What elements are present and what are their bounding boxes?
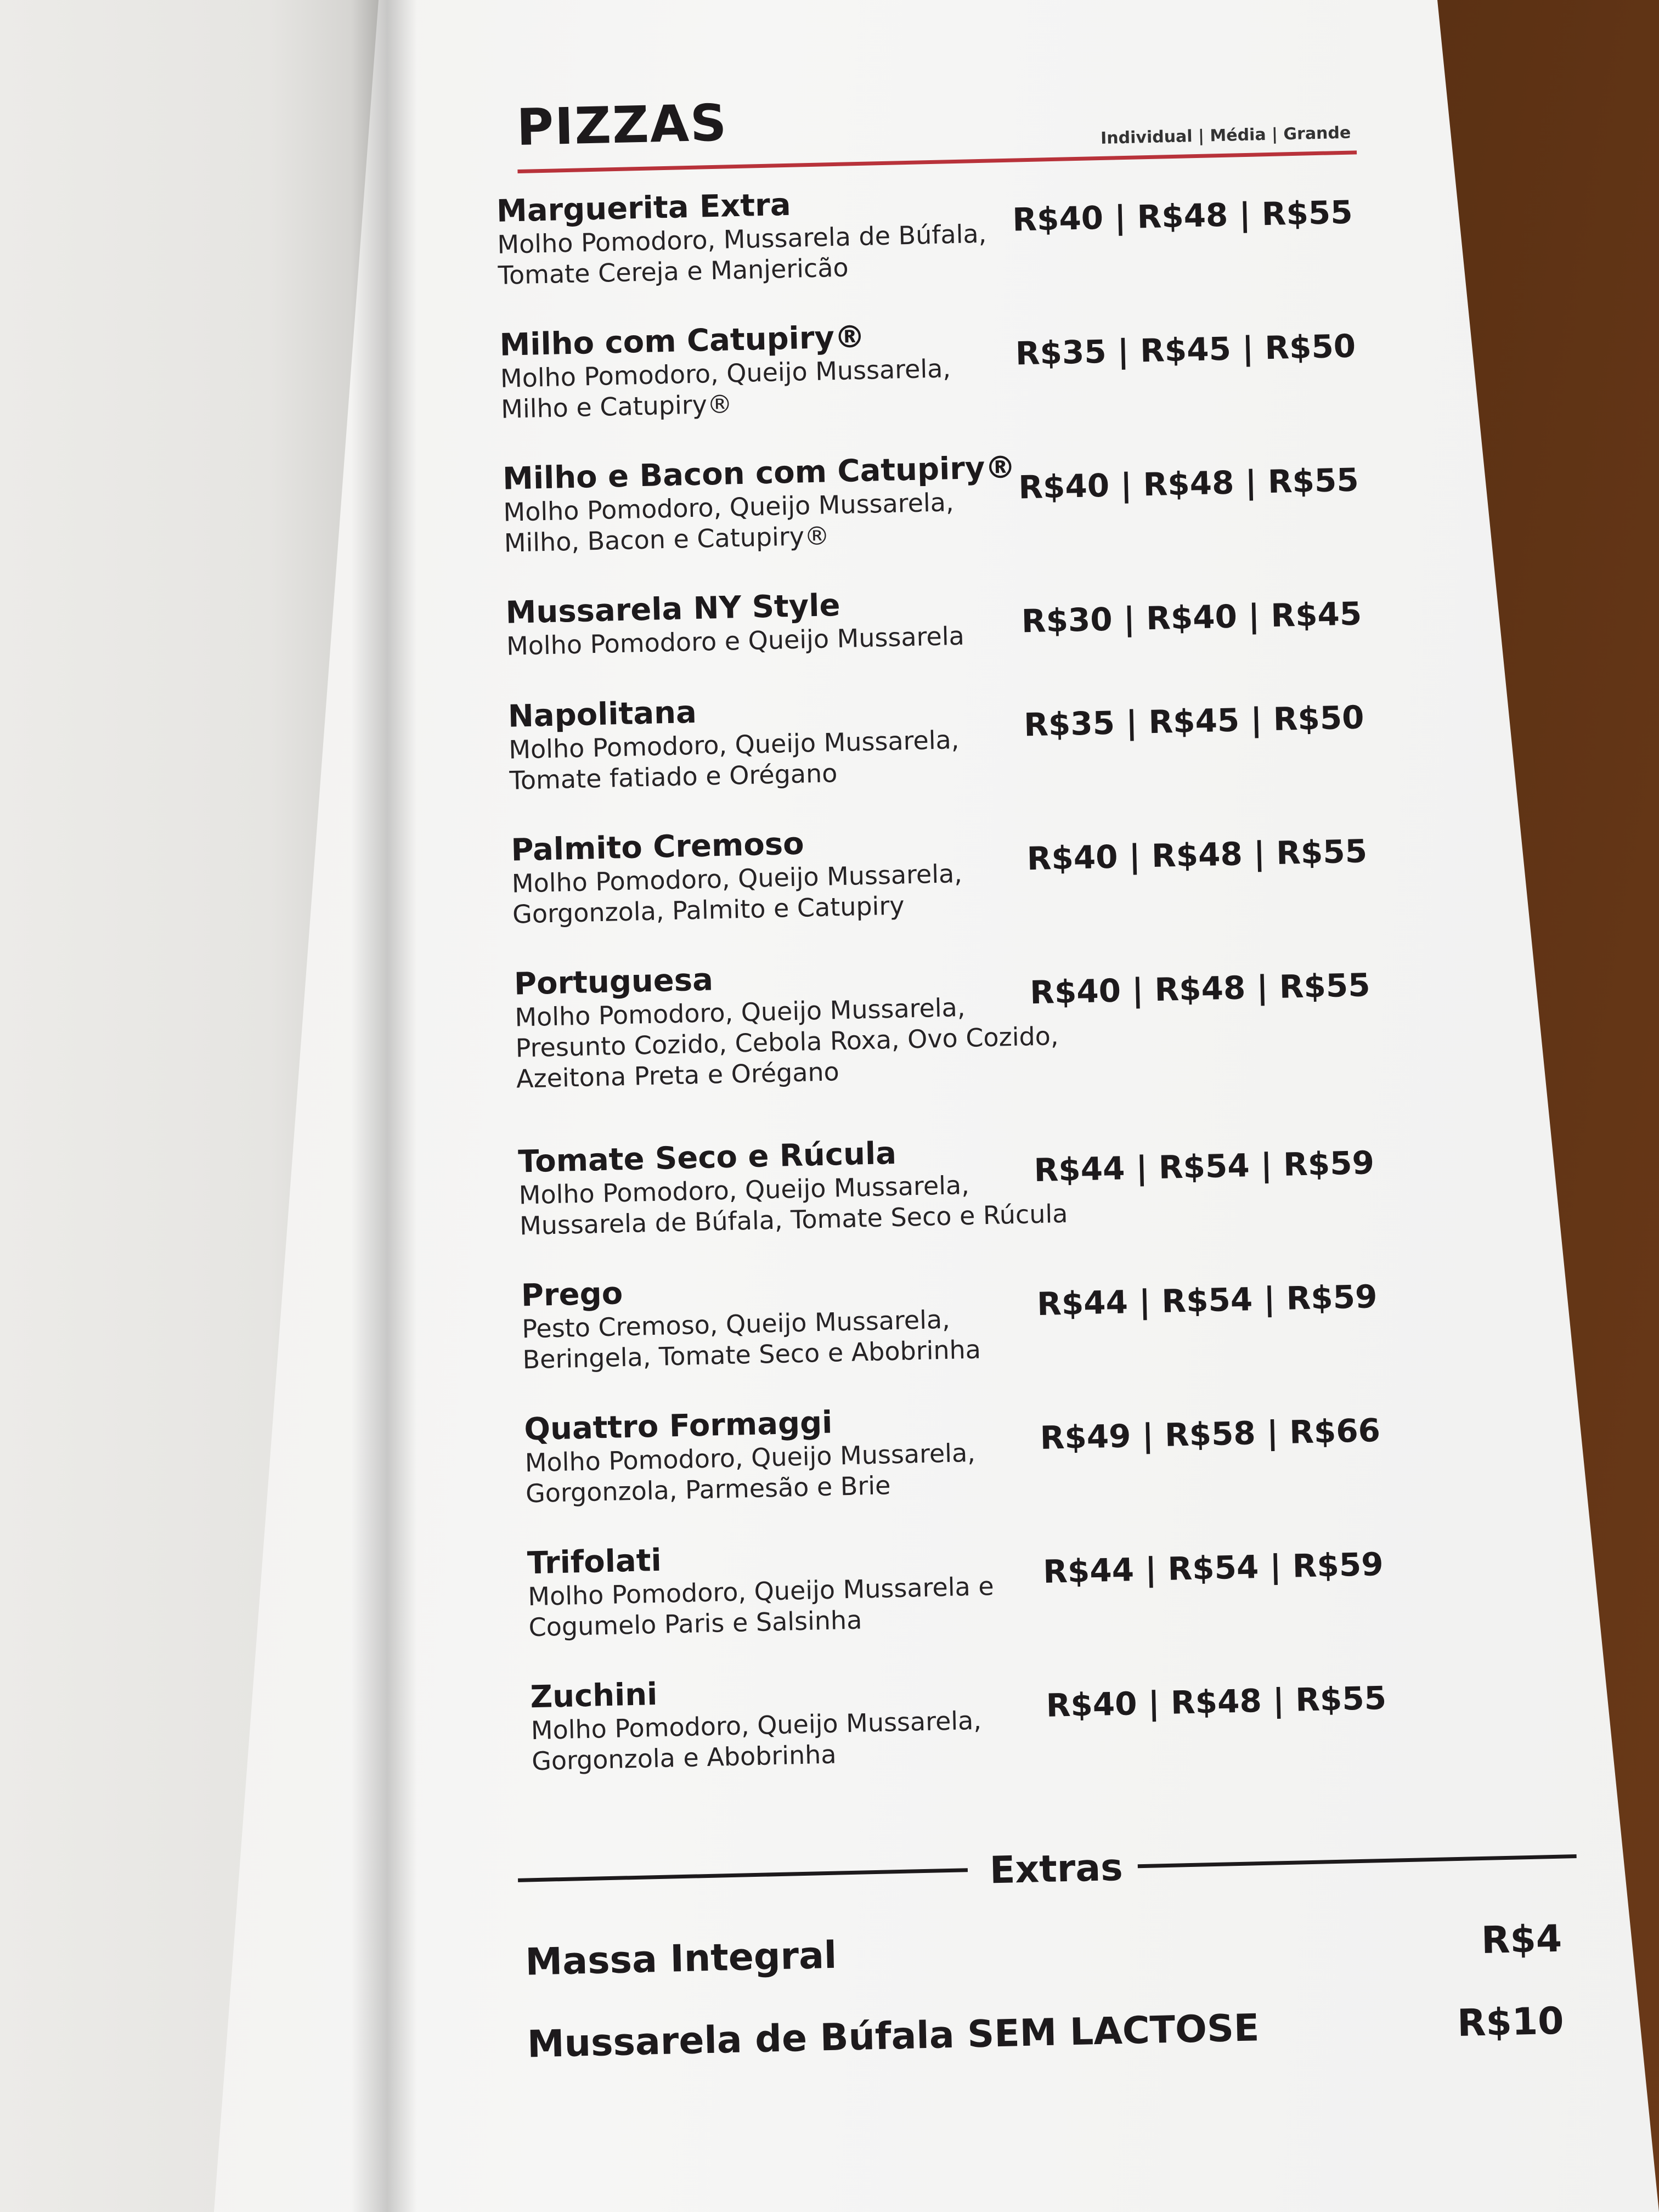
item-price: R$30 | R$40 | R$45 — [1021, 595, 1362, 640]
item-name: Quattro Formaggi — [523, 1404, 833, 1448]
menu-item — [527, 1526, 1418, 1662]
item-name: Mussarela NY Style — [505, 587, 841, 631]
item-description-line: Cogumelo Paris e Salsinha — [528, 1605, 862, 1643]
item-description-line: Presunto Cozido, Cebola Roxa, Ovo Cozido, — [515, 1021, 1059, 1063]
item-description-line: Pesto Cremoso, Queijo Mussarela, — [521, 1304, 951, 1344]
extras-rule-left — [518, 1868, 968, 1882]
menu-item — [505, 575, 1396, 681]
item-description-line: Tomate fatiado e Orégano — [509, 758, 838, 795]
menu-item — [521, 1259, 1412, 1394]
item-description-line: Milho, Bacon e Catupiry® — [504, 521, 830, 558]
item-price: R$40 | R$48 | R$55 — [1029, 966, 1371, 1012]
item-description-line: Molho Pomodoro, Mussarela de Búfala, — [496, 218, 987, 259]
menu-item — [502, 442, 1393, 577]
item-description-line: Molho Pomodoro e Queijo Mussarela — [506, 620, 965, 661]
item-description-line: Molho Pomodoro, Queijo Mussarela, — [531, 1705, 982, 1746]
item-description-line: Molho Pomodoro, Queijo Mussarela, — [524, 1437, 976, 1478]
menu-item — [530, 1660, 1421, 1795]
item-description-line: Molho Pomodoro, Queijo Mussarela, — [508, 725, 960, 765]
extras-heading: Extras — [989, 1846, 1124, 1893]
item-name: Portuguesa — [514, 962, 714, 1002]
item-description-line: Azeitona Preta e Orégano — [516, 1057, 840, 1094]
size-columns-header: Individual | Média | Grande — [1100, 123, 1351, 148]
item-name: Milho com Catupiry® — [499, 319, 866, 363]
item-description-line: Gorgonzola, Parmesão e Brie — [525, 1470, 891, 1509]
item-description-line: Milho e Catupiry® — [500, 389, 733, 424]
item-description-line: Mussarela de Búfala, Tomate Seco e Rúcula — [519, 1198, 1068, 1241]
item-description-line: Molho Pomodoro, Queijo Mussarela, — [500, 353, 951, 393]
item-price: R$40 | R$48 | R$55 — [1018, 461, 1359, 506]
menu-title: PIZZAS — [516, 93, 729, 157]
extra-name: Massa Integral — [524, 1933, 838, 1984]
menu-item — [511, 813, 1402, 949]
pizza-menu — [494, 67, 1565, 2083]
item-price: R$40 | R$48 | R$55 — [1012, 193, 1353, 239]
menu-item — [499, 308, 1390, 443]
item-price: R$44 | R$54 | R$59 — [1042, 1545, 1384, 1590]
item-price: R$35 | R$45 | R$50 — [1015, 327, 1356, 373]
menu-item — [496, 174, 1387, 309]
item-price: R$44 | R$54 | R$59 — [1033, 1144, 1375, 1189]
menu-item — [507, 679, 1398, 815]
item-price: R$40 | R$48 | R$55 — [1026, 832, 1368, 878]
item-price: R$35 | R$45 | R$50 — [1023, 698, 1365, 744]
extra-name: Mussarela de Búfala SEM LACTOSE — [527, 2006, 1260, 2067]
item-price: R$49 | R$58 | R$66 — [1039, 1411, 1381, 1457]
item-description-line: Molho Pomodoro, Queijo Mussarela, — [503, 487, 955, 527]
extra-price: R$4 — [1481, 1917, 1562, 1963]
item-price: R$44 | R$54 | R$59 — [1036, 1278, 1378, 1323]
item-name: Napolitana — [507, 694, 697, 735]
menu-item — [524, 1392, 1415, 1528]
item-description-line: Beringela, Tomate Seco e Abobrinha — [522, 1334, 981, 1375]
menu-item — [518, 1125, 1409, 1260]
item-name: Milho e Bacon com Catupiry® — [502, 449, 1017, 497]
item-description-line: Molho Pomodoro, Queijo Mussarela e — [527, 1571, 995, 1612]
item-description-line: Tomate Cereja e Manjericão — [498, 252, 849, 290]
item-name: Prego — [521, 1276, 623, 1314]
item-name: Marguerita Extra — [496, 187, 792, 229]
item-name: Palmito Cremoso — [510, 826, 805, 868]
item-name: Tomate Seco e Rúcula — [517, 1135, 897, 1180]
item-description-line: Gorgonzola e Abobrinha — [531, 1739, 837, 1776]
menu-item — [514, 947, 1406, 1126]
item-name: Zuchini — [529, 1676, 658, 1716]
item-description-line: Molho Pomodoro, Queijo Mussarela, — [518, 1170, 970, 1210]
item-description-line: Molho Pomodoro, Queijo Mussarela, — [511, 859, 963, 899]
item-description-line: Molho Pomodoro, Queijo Mussarela, — [514, 992, 966, 1032]
extra-price: R$10 — [1457, 1999, 1565, 2046]
item-description-line: Gorgonzola, Palmito e Catupiry — [512, 890, 905, 929]
item-name: Trifolati — [527, 1542, 662, 1582]
item-price: R$40 | R$48 | R$55 — [1046, 1679, 1387, 1724]
page-fold-shadow — [351, 0, 417, 2212]
